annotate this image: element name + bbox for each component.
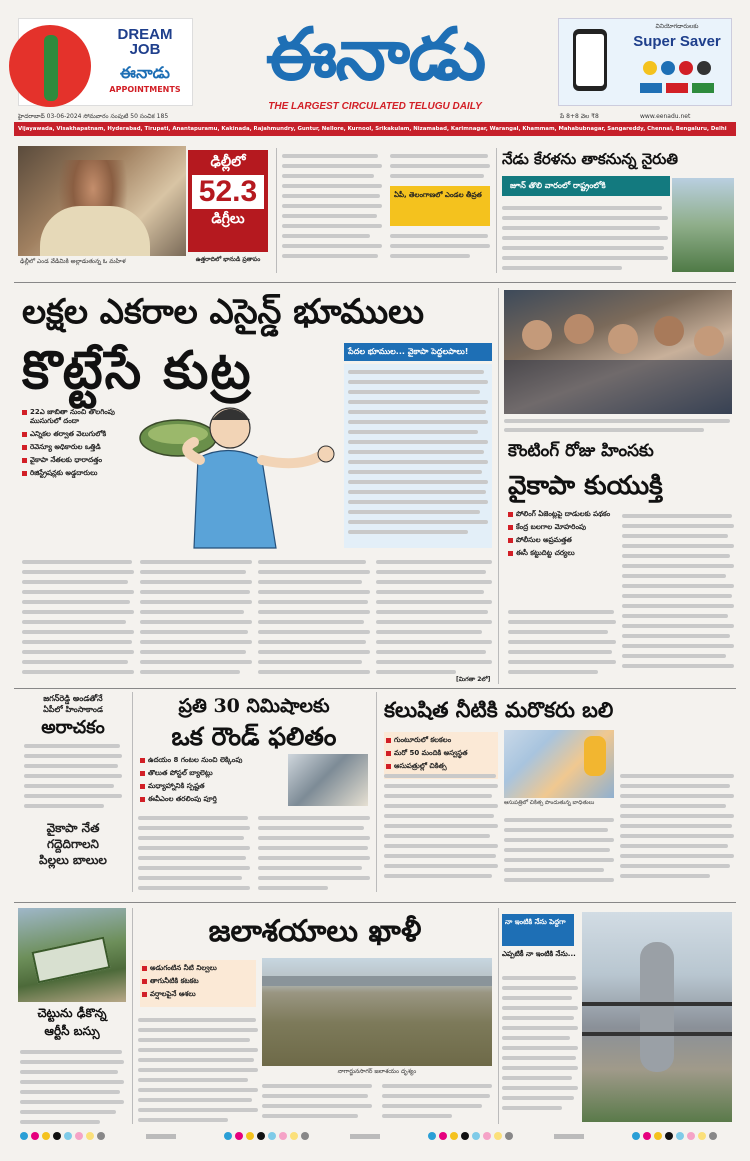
color-bar-3 xyxy=(428,1132,513,1140)
color-bar-1 xyxy=(20,1132,105,1140)
site-url[interactable]: www.eenadu.net xyxy=(640,113,691,120)
heat-story-col1 xyxy=(282,150,384,270)
water-bullet: గుంటూరులో కలకలం xyxy=(386,736,496,745)
lead-kicker[interactable]: లక్షల ఎకరాల ఎసైన్డ్ భూములు xyxy=(22,292,425,332)
bus-headline-1[interactable]: చెట్టును ఢీకొన్న xyxy=(37,1006,107,1020)
price-line: పే 8+8 వెల ₹8 xyxy=(560,113,599,120)
water-body xyxy=(384,770,734,892)
temp-unit: డిగ్రీలు xyxy=(211,211,245,227)
lead-bullets xyxy=(22,408,132,482)
counting-photo xyxy=(504,290,732,414)
monsoon-body xyxy=(502,202,668,272)
reservoir-headline[interactable]: జలాశయాలు ఖాళీ xyxy=(208,914,422,949)
rounds-bullet: ఉదయం 8 గంటల నుంచి లెక్కింపు xyxy=(140,756,286,765)
lead-continued[interactable]: [మిగతా 2లో] xyxy=(456,676,491,683)
heat-highlight: ఏపీ, తెలంగాణలో ఎండల తీవ్రత xyxy=(390,186,490,226)
left-brief-t6[interactable]: పిల్లలు బాలుల xyxy=(39,853,107,867)
bus-photo xyxy=(18,908,126,1002)
lead-bullet: 22ఎ జాబితా నుంచి తొలగింపు ముసుగులో దందా xyxy=(22,408,132,426)
memorial-photo xyxy=(582,912,732,1122)
phone-icon xyxy=(573,29,607,91)
temp-city: ఢిల్లీలో xyxy=(210,154,246,170)
color-bar-4 xyxy=(632,1132,717,1140)
water-bullet: ఆసుపత్రుల్లో చికిత్స xyxy=(386,762,496,771)
counting-body-right xyxy=(622,510,734,680)
counting-bullets xyxy=(508,510,616,562)
brand-logos xyxy=(625,57,729,79)
monsoon-photo xyxy=(672,178,734,272)
rounds-bullet: ఈవీఎంల తరలింపు పూర్తి xyxy=(140,795,286,804)
nenu-body xyxy=(502,972,578,1122)
water-photo-caption: ఆసుపత్రిలో చికిత్స పొందుతున్న బాధితులు xyxy=(504,800,595,806)
water-bullet: మరో 50 మందికి అస్వస్థత xyxy=(386,749,496,758)
editions-text: Vijayawada, Visakhapatnam, Hyderabad, Tirupati, Anantapuramu, Kakinada, Rajahmundry, Guntur, Nellore, Kurnool, Srikakulam, Nizamabad, Karimnagar, Warangal, Khammam, Mahabubnagar, Sangareddy, Chennai, Bengaluru, Delhi xyxy=(18,126,727,132)
masthead-title[interactable]: ఈనాడు xyxy=(265,12,485,96)
rounds-body xyxy=(138,812,370,894)
left-brief-t5[interactable]: గద్దెదిగాలని xyxy=(47,837,99,851)
rounds-bullet: తొలుత పోస్టల్ బ్యాలెట్లు xyxy=(140,769,286,778)
left-brief-box xyxy=(18,692,128,894)
reservoir-bullet: అడుగంటిన నీటి నిల్వలు xyxy=(142,964,254,973)
dress-shape xyxy=(40,206,150,256)
right-ad[interactable] xyxy=(558,18,732,106)
temp-caption: ఉత్తరాదిలో భానుడి ప్రతాపం xyxy=(195,256,261,263)
lead-bullet: వైకాపా నేతలకు ధారాదత్తం xyxy=(22,456,132,465)
nenu-title[interactable]: ఎప్పటికీ నా ఇంటికి నేను... xyxy=(502,950,576,958)
lead-box-title: పేదల భూముల... వైకాపా పెద్దలపాలు! xyxy=(344,343,492,361)
right-ad-top: వినియోగదారులకు xyxy=(655,23,699,30)
left-ad-title: DREAM JOB xyxy=(117,26,173,58)
reservoir-bullets xyxy=(140,960,256,1007)
reservoir-bullet: వర్షాలపైనే ఆశలు xyxy=(142,990,254,999)
counting-photo-caption xyxy=(504,416,732,436)
nenu-label: నా ఇంటికి నేను పెద్దగా xyxy=(502,914,574,946)
left-brief-t2: ఏపీలో హింసాకాండ xyxy=(43,705,103,714)
reservoir-bullet: తాగునీటికి కటకట xyxy=(142,977,254,986)
masthead-tagline: THE LARGEST CIRCULATED TELUGU DAILY xyxy=(268,101,482,112)
lead-box-body xyxy=(344,364,492,548)
evm-photo xyxy=(288,754,368,806)
counting-body-left xyxy=(508,606,616,680)
heat-photo xyxy=(18,146,186,256)
bus-body xyxy=(20,1046,124,1126)
lead-bullet: ఎన్నికల తర్వాత వెలుగులోకి xyxy=(22,430,132,439)
reservoir-body xyxy=(138,1014,258,1126)
reservoir-photo xyxy=(262,958,492,1066)
lead-bullet: రిజిస్ట్రేషన్లకు అడ్డదారులు xyxy=(22,469,132,478)
right-ad-title: Super Saver xyxy=(633,33,721,50)
heat-story-col2 xyxy=(390,150,490,270)
color-bar-2 xyxy=(224,1132,309,1140)
rounds-bullets xyxy=(140,756,286,808)
cartoon-illustration xyxy=(138,398,348,550)
monsoon-title[interactable]: నేడు కేరళను తాకనున్న నైరుతి xyxy=(502,150,678,168)
cartoon-svg xyxy=(138,398,348,550)
counting-bullet: పోలింగ్ ఏజెంట్లపై దాడులకు పథకం xyxy=(508,510,616,519)
left-brief-t1: జగన్‌రెడ్డి అండతోనే xyxy=(43,694,103,703)
counting-bullet: ఈసీ కట్టుదిట్ట చర్యలు xyxy=(508,549,616,558)
rounds-headline-1[interactable]: ప్రతి 30 నిమిషాలకు xyxy=(178,695,330,717)
counting-headline-1[interactable]: కౌంటింగ్ రోజు హింసకు xyxy=(508,441,654,461)
monsoon-sub: జూన్ తొలి వారంలో రాష్ట్రంలోకి xyxy=(502,176,670,196)
temperature-box xyxy=(188,150,268,252)
reservoir-body-2 xyxy=(262,1080,492,1126)
rounds-bullet: మధ్యాహ్నానికి స్పష్టత xyxy=(140,782,286,791)
left-brief-t4[interactable]: వైకాపా నేత xyxy=(46,821,100,835)
brand-logos-row2 xyxy=(625,83,729,99)
ad-figure-icon xyxy=(44,35,58,101)
counting-bullet: కేంద్ర బలగాల మోహరింపు xyxy=(508,523,616,532)
lead-headline[interactable]: కొట్టేసే కుట్ర xyxy=(22,340,253,401)
water-headline[interactable]: కలుషిత నీటికి మరొకరు బలి xyxy=(384,697,614,722)
left-ad[interactable] xyxy=(18,18,193,106)
left-ad-brand: ఈనాడు xyxy=(120,63,170,82)
counting-bullet: పోలీసుల అప్రమత్తత xyxy=(508,536,616,545)
lead-body xyxy=(22,556,492,684)
date-line: హైదరాబాద్ 03-06-2024 సోమవారం సంపుటి 50 సంచిక 185 xyxy=(18,113,169,120)
rounds-headline-2[interactable]: ఒక రౌండ్ ఫలితం xyxy=(171,722,337,751)
heat-photo-caption: ఢిల్లీలో ఎండ వేడిమికి అల్లాడుతున్న ఓ మహిళ xyxy=(20,258,126,265)
temp-value: 52.3 xyxy=(192,175,264,209)
left-ad-sub: APPOINTMENTS xyxy=(109,85,181,94)
left-brief-t3[interactable]: అరాచకం xyxy=(41,717,105,738)
counting-headline-2[interactable]: వైకాపా కుయుక్తి xyxy=(508,471,663,501)
editions-bar xyxy=(14,122,736,136)
lead-bullet: రెవెన్యూ అధికారుల ఒత్తిడి xyxy=(22,443,132,452)
reservoir-caption: నాగార్జునసాగర్ జలాశయం దృశ్యం xyxy=(337,1068,417,1075)
bus-headline-2[interactable]: ఆర్టీసీ బస్సు xyxy=(44,1024,100,1038)
